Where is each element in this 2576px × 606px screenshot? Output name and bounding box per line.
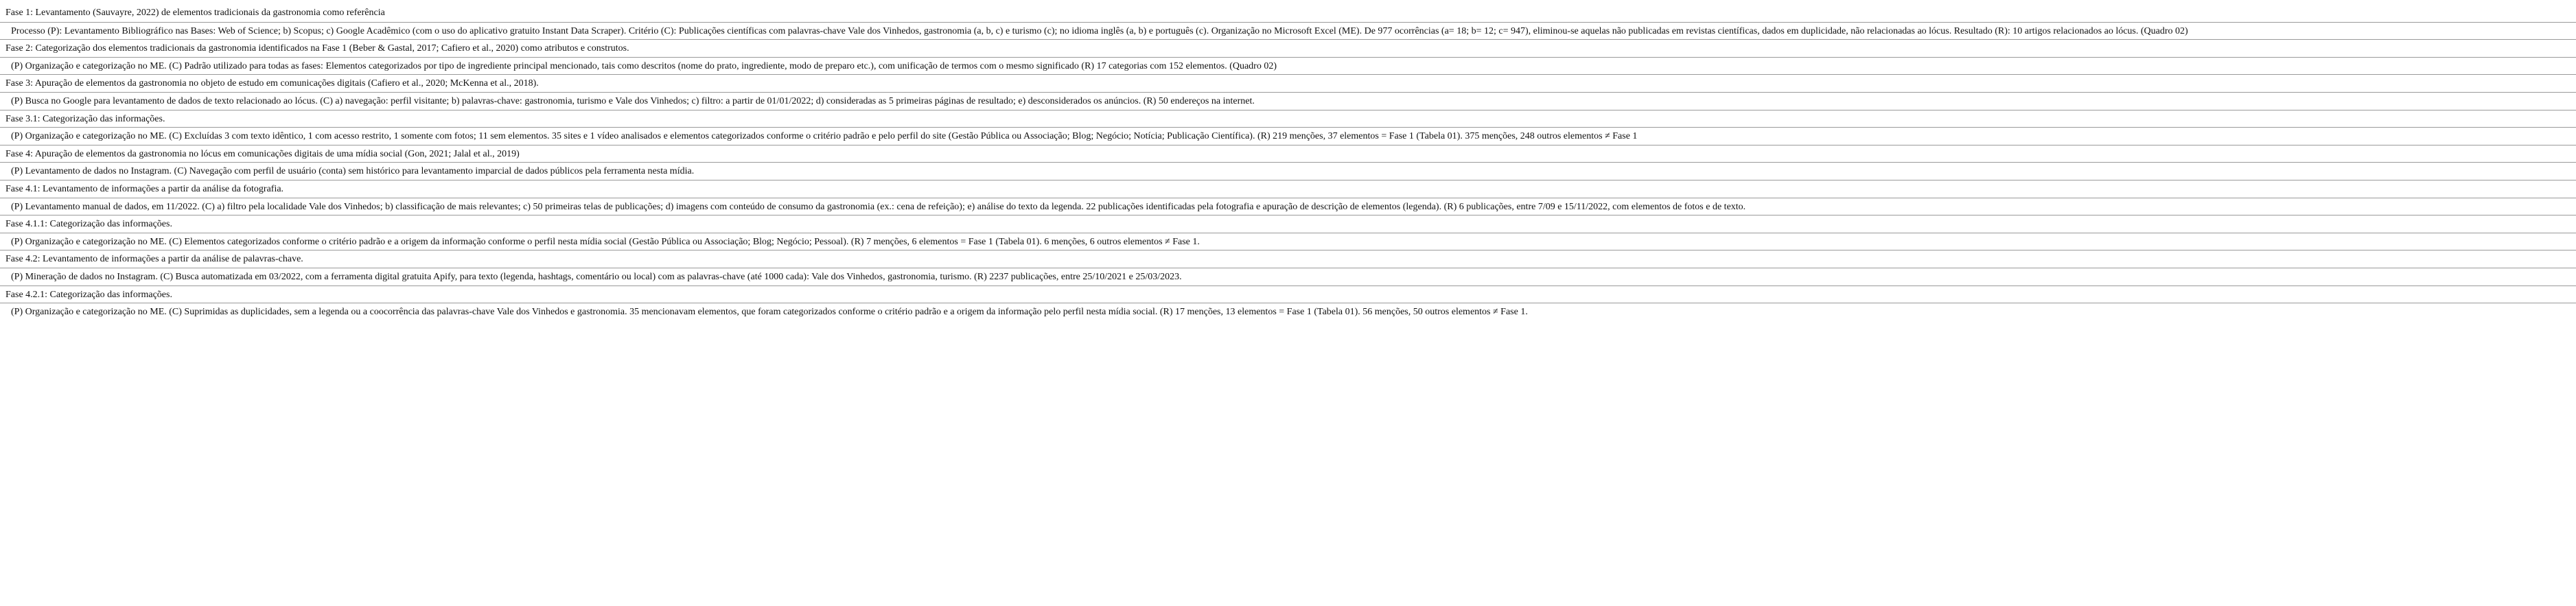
phase-4-2-process: (P) Mineração de dados no Instagram. (C) Busca automatizada em 03/2022, com a ferramenta digital gratuita Apify, para texto (legenda, hashtags, comentário ou local) com as palavras-chave (até 1000 cada): Vale dos Vinhedos, gastronomia, turismo. (R) 2237 publicações, entre 25/10/2021 e 25/03/2023. (0, 268, 2576, 285)
phase-4-2-heading: Fase 4.2: Levantamento de informações a partir da análise de palavras-chave. (0, 250, 2576, 268)
phase-4-1-1-process: (P) Organização e categorização no ME. (C) Elementos categorizados conforme o critério padrão e a origem da informação conforme o perfil nesta mídia social (Gestão Pública ou Associação; Blog; Negócio; Pessoal). (R) 7 menções, 6 elementos = Fase 1 (Tabela 01). 6 menções, 6 outros elementos ≠ Fase 1. (0, 233, 2576, 250)
phase-4-2-1-heading: Fase 4.2.1: Categorização das informações. (0, 285, 2576, 303)
phase-2-process: (P) Organização e categorização no ME. (C) Padrão utilizado para todas as fases: Elementos categorizados por tipo de ingrediente principal mencionado, tais como descritos (nome do prato, ingrediente, modo de preparo etc.), com unificação de termos com o mesmo significado (R) 17 categorias com 152 elementos. (Quadro 02) (0, 57, 2576, 75)
phase-3-1-process: (P) Organização e categorização no ME. (C) Excluídas 3 com texto idêntico, 1 com acesso restrito, 1 somente com fotos; 11 sem elementos. 35 sites e 1 vídeo analisados e elementos categorizados conforme o critério padrão e pelo perfil do site (Gestão Pública ou Associação; Blog; Negócio; Notícia; Publicação Científica). (R) 219 menções, 37 elementos = Fase 1 (Tabela 01). 375 menções, 248 outros elementos ≠ Fase 1 (0, 127, 2576, 145)
phase-4-2-1-process: (P) Organização e categorização no ME. (C) Suprimidas as duplicidades, sem a legenda ou a coocorrência das palavras-chave Vale dos Vinhedos e gastronomia. 35 mencionavam elementos, que foram categorizados conforme o critério padrão e a origem da informação pelo perfil nesta mídia social. (R) 17 menções, 13 elementos = Fase 1 (Tabela 01). 56 menções, 50 outros elementos ≠ Fase 1. (0, 303, 2576, 321)
phase-2-heading: Fase 2: Categorização dos elementos tradicionais da gastronomia identificados na Fase 1 (Beber & Gastal, 2017; Cafiero et al., 2020) como atributos e construtos. (0, 39, 2576, 57)
phase-4-1-process: (P) Levantamento manual de dados, em 11/2022. (C) a) filtro pela localidade Vale dos Vinhedos; b) classificação de mais relevantes; c) 50 primeiras telas de publicações; d) imagens com conteúdo de consumo da gastronomia (ex.: cena de refeição); e) análise do texto da legenda. 22 publicações identificadas pela fotografia e apuração de descrição de elementos (legenda). (R) 6 publicações, entre 7/09 e 15/11/2022, com elementos de fotos e de texto. (0, 198, 2576, 215)
phase-3-1-heading: Fase 3.1: Categorização das informações. (0, 110, 2576, 128)
phase-3-heading: Fase 3: Apuração de elementos da gastronomia no objeto de estudo em comunicações digitais (Cafiero et al., 2020; McKenna et al., 2018). (0, 74, 2576, 92)
phase-3-process: (P) Busca no Google para levantamento de dados de texto relacionado ao lócus. (C) a) navegação: perfil visitante; b) palavras-chave: gastronomia, turismo e Vale dos Vinhedos; c) filtro: a partir de 01/01/2022; d) consideradas as 5 primeiras páginas de resultado; e) desconsiderados os anúncios. (R) 50 endereços na internet. (0, 92, 2576, 110)
phase-4-process: (P) Levantamento de dados no Instagram. (C) Navegação com perfil de usuário (conta) sem histórico para levantamento imparcial de dados públicos pela ferramenta nesta mídia. (0, 162, 2576, 180)
phase-1-heading: Fase 1: Levantamento (Sauvayre, 2022) de elementos tradicionais da gastronomia como referência (5, 8, 385, 18)
phase-4-heading: Fase 4: Apuração de elementos da gastronomia no lócus em comunicações digitais de uma mídia social (Gon, 2021; Jalal et al., 2019) (0, 145, 2576, 163)
phase-1-process: Processo (P): Levantamento Bibliográfico nas Bases: Web of Science; b) Scopus; c) Google Acadêmico (com o uso do aplicativo gratuito Instant Data Scraper). Critério (C): Publicações científicas com palavras-chave Vale dos Vinhedos, gastronomia (a, b, c) e turismo (c); no idioma inglês (a, b) e português (c). Organização no Microsoft Excel (ME). De 977 ocorrências (a= 18; b= 12; c= 947), eliminou-se aquelas não publicadas em revistas científicas, dados em duplicidade, não relacionadas ao lócus. Resultado (R): 10 artigos relacionados ao lócus. (Quadro 02) (0, 22, 2576, 40)
phase-4-1-1-heading: Fase 4.1.1: Categorização das informações. (0, 215, 2576, 233)
phase-4-1-heading: Fase 4.1: Levantamento de informações a partir da análise da fotografia. (0, 180, 2576, 198)
